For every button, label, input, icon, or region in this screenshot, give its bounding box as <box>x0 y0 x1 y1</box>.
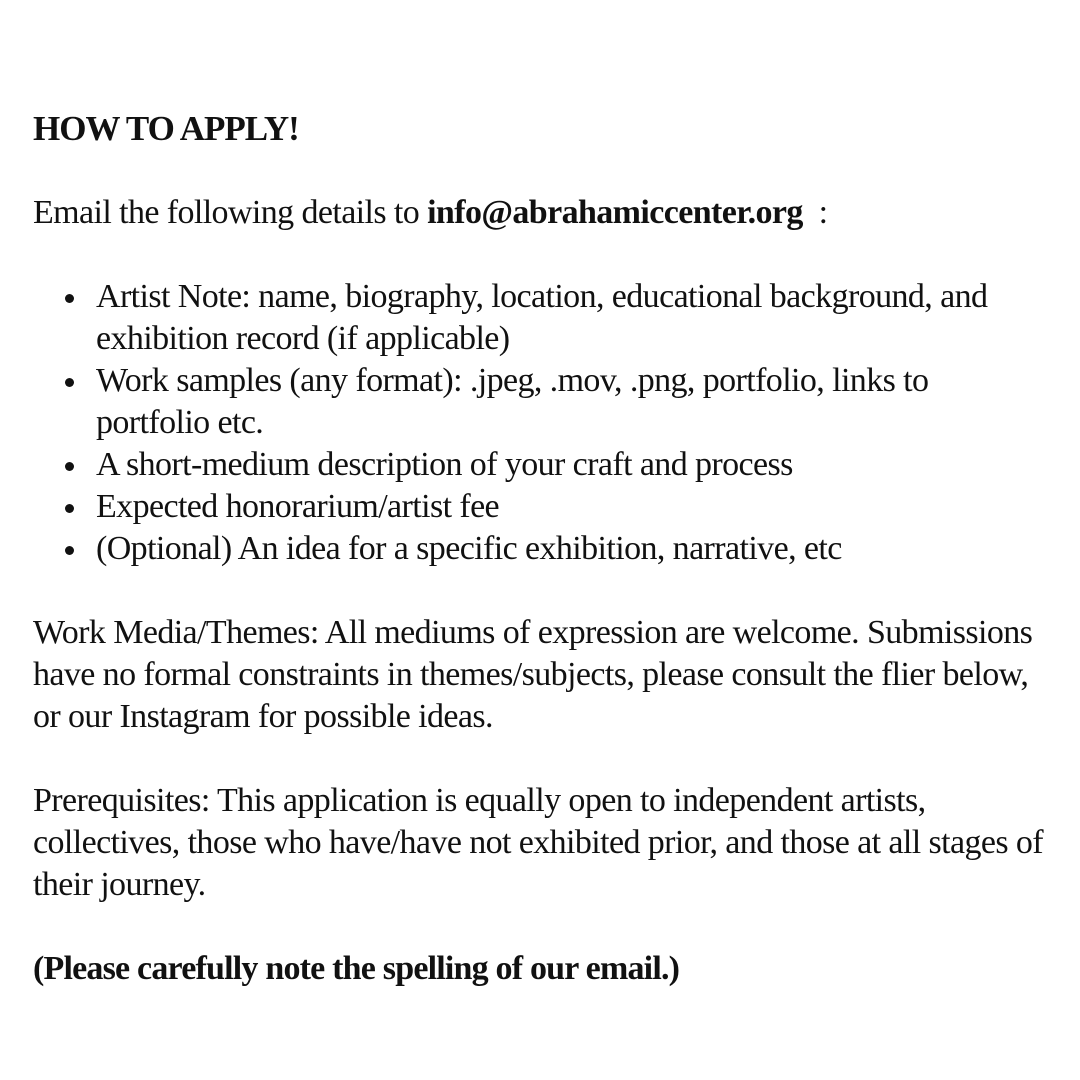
requirement-text: (Optional) An idea for a specific exhibition, narrative, etc <box>96 530 842 567</box>
list-item <box>96 360 1043 444</box>
email-instruction-prefix: Email the following details to <box>33 194 428 231</box>
spacer <box>33 570 1043 612</box>
spacer <box>33 234 1043 276</box>
requirement-text: A short-medium description of your craft and process <box>96 446 793 483</box>
requirement-text: Artist Note: name, biography, location, educational background, and exhibition record (if applicable) <box>96 278 988 357</box>
bullet-icon <box>65 528 75 570</box>
email-spelling-note: (Please carefully note the spelling of our email.) <box>33 950 680 987</box>
bullet-icon <box>65 276 75 318</box>
prerequisites-paragraph: Prerequisites: This application is equally open to independent artists, collectives, those who have/have not exhibited prior, and those at all stages of their journey. <box>33 782 1044 903</box>
email-instruction <box>33 192 1043 234</box>
list-item <box>96 444 1043 486</box>
requirement-text: Expected honorarium/artist fee <box>96 488 500 525</box>
bullet-icon <box>65 444 75 486</box>
spacer <box>33 906 1043 948</box>
bullet-icon <box>65 486 75 528</box>
spacer <box>33 150 1043 192</box>
requirements-list <box>33 276 1043 570</box>
application-instructions <box>33 108 1043 990</box>
spacer <box>33 738 1043 780</box>
bullet-icon <box>65 360 75 402</box>
requirement-text: Work samples (any format): .jpeg, .mov, .png, portfolio, links to portfolio etc. <box>96 362 929 441</box>
list-item <box>96 528 1043 570</box>
list-item <box>96 276 1043 360</box>
email-instruction-suffix: : <box>802 194 828 231</box>
work-media-paragraph: Work Media/Themes: All mediums of expression are welcome. Submissions have no formal constraints in themes/subjects, please consult the flier below, or our Instagram for possible ideas. <box>33 614 1033 735</box>
page-heading: HOW TO APPLY! <box>33 109 299 148</box>
contact-email[interactable]: info@abrahamiccenter.org <box>427 194 803 231</box>
list-item <box>96 486 1043 528</box>
